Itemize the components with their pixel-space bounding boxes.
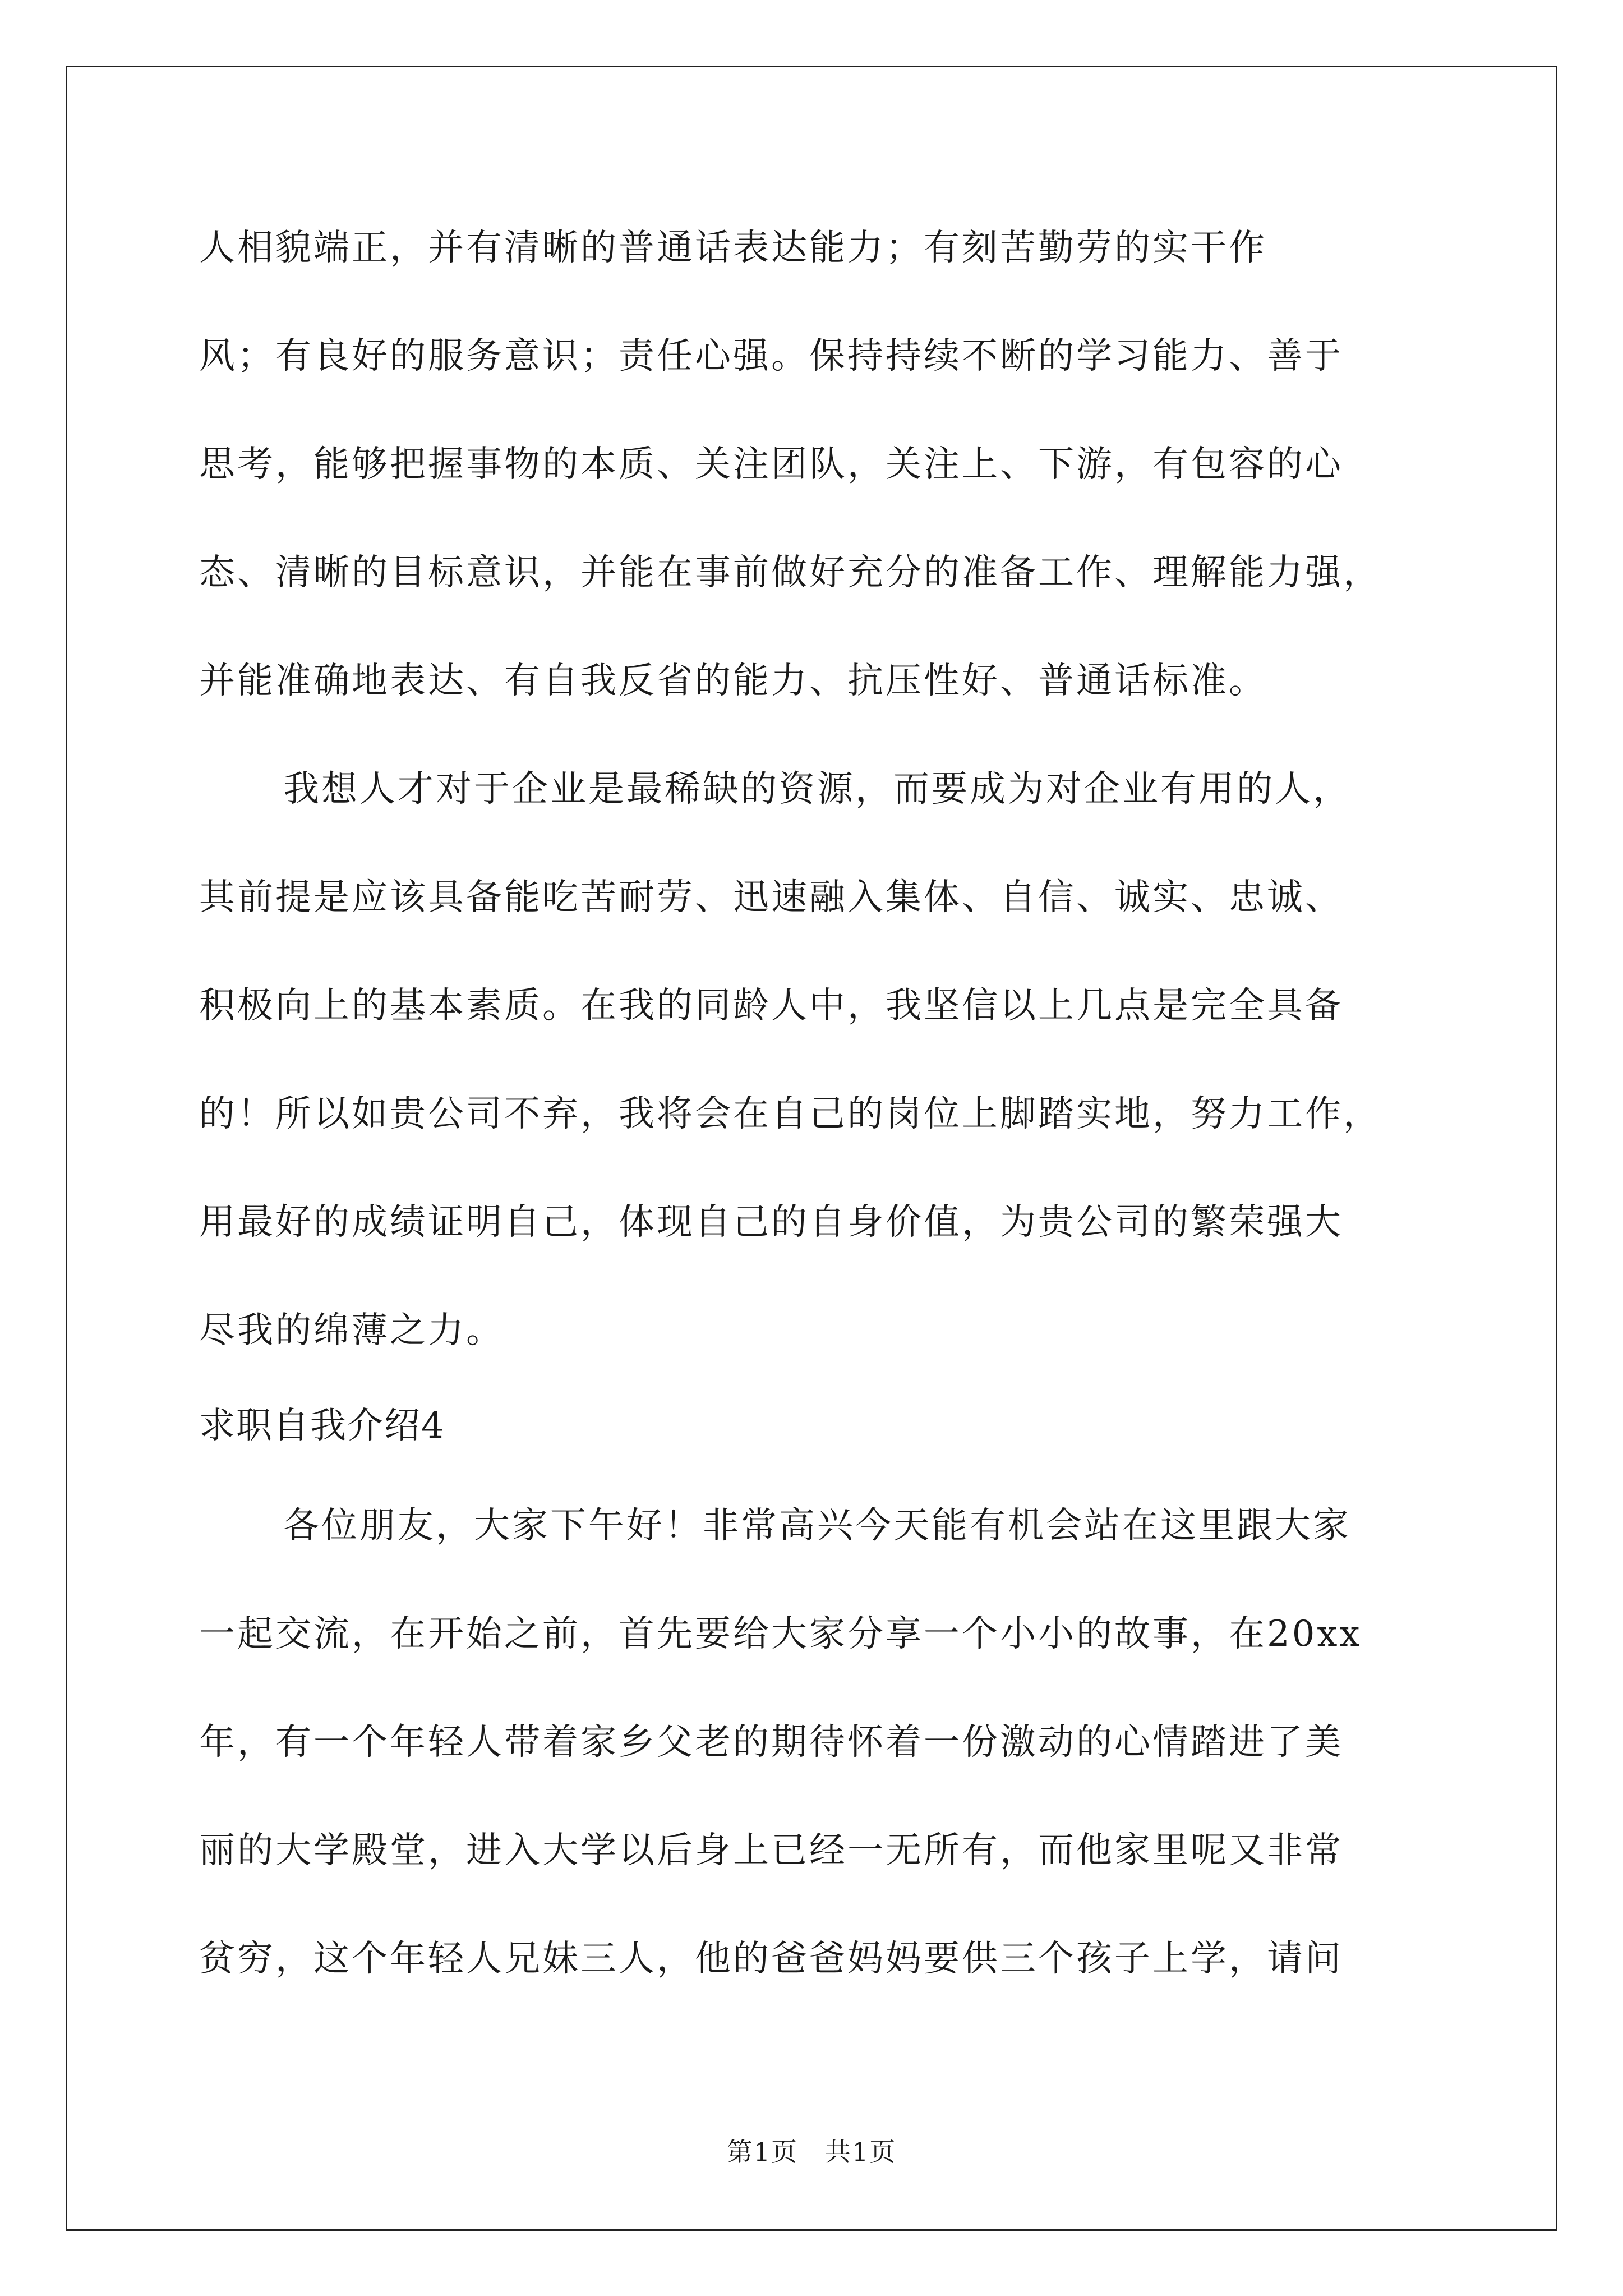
section-title: 求职自我介绍4 xyxy=(199,1405,445,1447)
paragraph-line: 我想人才对于企业是最稀缺的资源，而要成为对企业有用的人， xyxy=(283,769,1351,810)
page-border xyxy=(66,66,1557,2231)
paragraph-line: 其前提是应该具备能吃苦耐劳、迅速融入集体、自信、诚实、忠诚、 xyxy=(199,877,1343,918)
paragraph-line: 用最好的成绩证明自己，体现自己的自身价值，为贵公司的繁荣强大 xyxy=(199,1202,1343,1243)
paragraph-line: 尽我的绵薄之力。 xyxy=(199,1310,504,1351)
paragraph-line: 一起交流，在开始之前，首先要给大家分享一个小小的故事，在20xx xyxy=(199,1613,1362,1655)
paragraph-line: 的！所以如贵公司不弃，我将会在自己的岗位上脚踏实地，努力工作， xyxy=(199,1093,1381,1135)
page-footer: 第1页 共1页 xyxy=(726,2137,897,2167)
paragraph-line: 丽的大学殿堂，进入大学以后身上已经一无所有，而他家里呢又非常 xyxy=(199,1830,1343,1871)
paragraph-line: 风；有良好的服务意识；责任心强。保持持续不断的学习能力、善于 xyxy=(199,335,1343,377)
paragraph-line: 并能准确地表达、有自我反省的能力、抗压性好、普通话标准。 xyxy=(199,660,1267,702)
paragraph-line: 各位朋友，大家下午好！非常高兴今天能有机会站在这里跟大家 xyxy=(283,1505,1351,1547)
paragraph-line: 积极向上的基本素质。在我的同龄人中，我坚信以上几点是完全具备 xyxy=(199,985,1343,1027)
paragraph-line: 年，有一个年轻人带着家乡父老的期待怀着一份激动的心情踏进了美 xyxy=(199,1722,1343,1763)
paragraph-line: 贫穷，这个年轻人兄妹三人，他的爸爸妈妈要供三个孩子上学，请问 xyxy=(199,1938,1343,1980)
paragraph-line: 态、清晰的目标意识，并能在事前做好充分的准备工作、理解能力强， xyxy=(199,552,1381,593)
paragraph-line: 人相貌端正，并有清晰的普通话表达能力；有刻苦勤劳的实干作 xyxy=(199,227,1267,269)
paragraph-line: 思考，能够把握事物的本质、关注团队，关注上、下游，有包容的心 xyxy=(199,444,1343,485)
